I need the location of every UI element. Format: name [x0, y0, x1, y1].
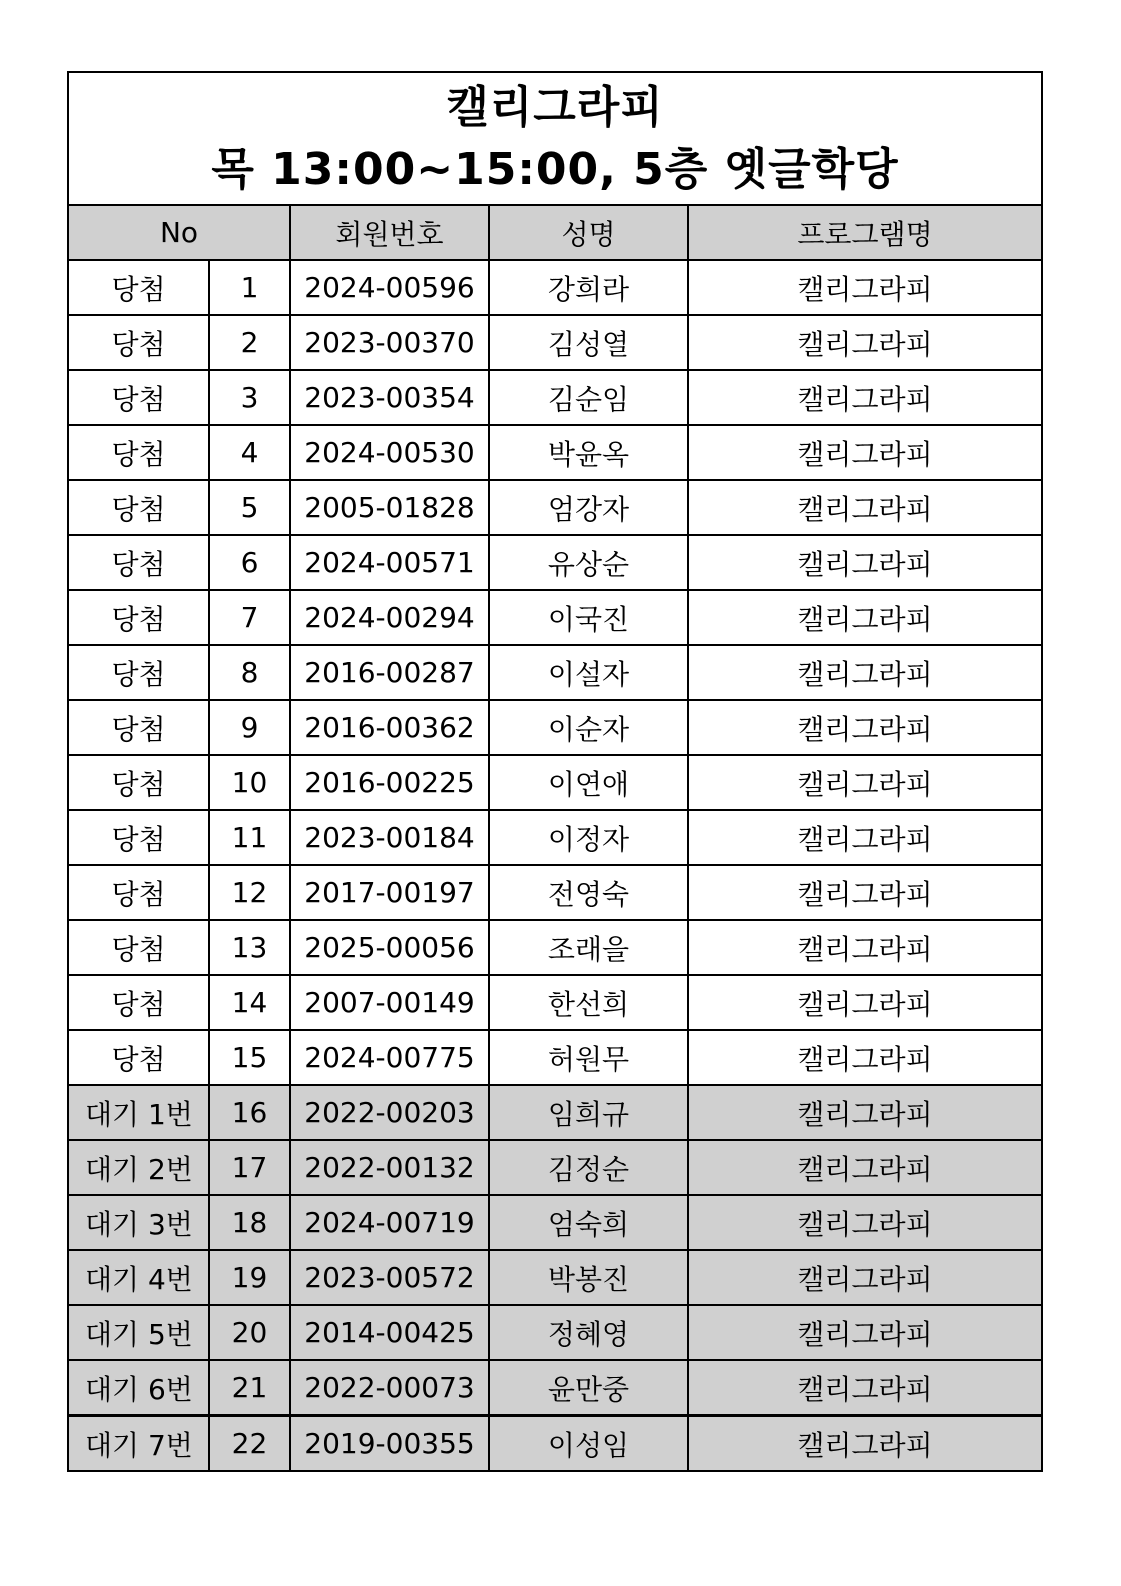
row-number-cell: 6	[209, 535, 290, 590]
table-row	[68, 425, 1042, 480]
member-name-cell: 김정순	[489, 1140, 688, 1195]
column-header-program: 프로그램명	[688, 205, 1042, 260]
status-cell: 당첨	[68, 370, 209, 425]
table-row	[68, 975, 1042, 1030]
table-row	[68, 1416, 1042, 1472]
column-header-row	[68, 205, 1042, 260]
table-row	[68, 755, 1042, 810]
status-cell: 당첨	[68, 480, 209, 535]
row-number-cell: 14	[209, 975, 290, 1030]
member-name-cell: 이정자	[489, 810, 688, 865]
row-number-cell: 5	[209, 480, 290, 535]
member-id-cell: 2023-00354	[290, 370, 489, 425]
row-number-cell: 3	[209, 370, 290, 425]
table-row	[68, 1195, 1042, 1250]
status-cell: 당첨	[68, 920, 209, 975]
member-name-cell: 허원무	[489, 1030, 688, 1085]
table-row	[68, 700, 1042, 755]
program-name-cell: 캘리그라피	[688, 535, 1042, 590]
status-cell: 당첨	[68, 865, 209, 920]
table-row	[68, 645, 1042, 700]
member-name-cell: 한선희	[489, 975, 688, 1030]
program-name-cell: 캘리그라피	[688, 975, 1042, 1030]
table-row	[68, 260, 1042, 315]
status-cell: 당첨	[68, 260, 209, 315]
status-cell: 대기 7번	[68, 1416, 209, 1472]
member-id-cell: 2005-01828	[290, 480, 489, 535]
program-name-cell: 캘리그라피	[688, 1416, 1042, 1472]
status-cell: 당첨	[68, 975, 209, 1030]
member-id-cell: 2024-00294	[290, 590, 489, 645]
member-name-cell: 정혜영	[489, 1305, 688, 1360]
row-number-cell: 12	[209, 865, 290, 920]
member-name-cell: 박윤옥	[489, 425, 688, 480]
row-number-cell: 9	[209, 700, 290, 755]
program-name-cell: 캘리그라피	[688, 645, 1042, 700]
status-cell: 당첨	[68, 810, 209, 865]
program-name-cell: 캘리그라피	[688, 865, 1042, 920]
member-id-cell: 2024-00571	[290, 535, 489, 590]
table-body	[68, 260, 1042, 1471]
member-id-cell: 2016-00287	[290, 645, 489, 700]
program-name-cell: 캘리그라피	[688, 1140, 1042, 1195]
member-id-cell: 2024-00775	[290, 1030, 489, 1085]
result-sheet	[67, 71, 1041, 1472]
row-number-cell: 8	[209, 645, 290, 700]
member-name-cell: 엄강자	[489, 480, 688, 535]
member-name-cell: 엄숙희	[489, 1195, 688, 1250]
table-row	[68, 535, 1042, 590]
member-name-cell: 이설자	[489, 645, 688, 700]
table-row	[68, 1360, 1042, 1416]
status-cell: 당첨	[68, 755, 209, 810]
row-number-cell: 22	[209, 1416, 290, 1472]
status-cell: 대기 5번	[68, 1305, 209, 1360]
status-cell: 당첨	[68, 425, 209, 480]
program-name-cell: 캘리그라피	[688, 810, 1042, 865]
member-id-cell: 2007-00149	[290, 975, 489, 1030]
member-name-cell: 전영숙	[489, 865, 688, 920]
row-number-cell: 18	[209, 1195, 290, 1250]
member-name-cell: 이연애	[489, 755, 688, 810]
status-cell: 당첨	[68, 645, 209, 700]
program-name-cell: 캘리그라피	[688, 1195, 1042, 1250]
table-row	[68, 480, 1042, 535]
title-cell	[68, 72, 1042, 205]
status-cell: 대기 6번	[68, 1360, 209, 1416]
table-row	[68, 1085, 1042, 1140]
member-name-cell: 조래을	[489, 920, 688, 975]
title-row	[68, 72, 1042, 205]
row-number-cell: 19	[209, 1250, 290, 1305]
lottery-result-table	[67, 71, 1043, 1472]
program-name-cell: 캘리그라피	[688, 260, 1042, 315]
member-name-cell: 박봉진	[489, 1250, 688, 1305]
table-row	[68, 1030, 1042, 1085]
table-row	[68, 315, 1042, 370]
row-number-cell: 16	[209, 1085, 290, 1140]
status-cell: 대기 2번	[68, 1140, 209, 1195]
program-name-cell: 캘리그라피	[688, 370, 1042, 425]
status-cell: 당첨	[68, 315, 209, 370]
row-number-cell: 4	[209, 425, 290, 480]
row-number-cell: 1	[209, 260, 290, 315]
member-name-cell: 이국진	[489, 590, 688, 645]
member-id-cell: 2019-00355	[290, 1416, 489, 1472]
member-id-cell: 2025-00056	[290, 920, 489, 975]
column-header-name: 성명	[489, 205, 688, 260]
program-name-cell: 캘리그라피	[688, 480, 1042, 535]
member-name-cell: 김순임	[489, 370, 688, 425]
member-id-cell: 2022-00203	[290, 1085, 489, 1140]
member-id-cell: 2017-00197	[290, 865, 489, 920]
member-name-cell: 임희규	[489, 1085, 688, 1140]
member-id-cell: 2023-00370	[290, 315, 489, 370]
program-name-cell: 캘리그라피	[688, 315, 1042, 370]
member-id-cell: 2023-00184	[290, 810, 489, 865]
member-name-cell: 윤만중	[489, 1360, 688, 1416]
program-name-cell: 캘리그라피	[688, 920, 1042, 975]
member-id-cell: 2016-00225	[290, 755, 489, 810]
status-cell: 대기 3번	[68, 1195, 209, 1250]
program-name-cell: 캘리그라피	[688, 590, 1042, 645]
table-row	[68, 810, 1042, 865]
member-name-cell: 유상순	[489, 535, 688, 590]
program-name-cell: 캘리그라피	[688, 1305, 1042, 1360]
row-number-cell: 20	[209, 1305, 290, 1360]
program-title: 캘리그라피	[446, 81, 664, 133]
member-id-cell: 2014-00425	[290, 1305, 489, 1360]
status-cell: 당첨	[68, 590, 209, 645]
row-number-cell: 15	[209, 1030, 290, 1085]
program-name-cell: 캘리그라피	[688, 1085, 1042, 1140]
row-number-cell: 2	[209, 315, 290, 370]
member-id-cell: 2024-00596	[290, 260, 489, 315]
table-row	[68, 1250, 1042, 1305]
column-header-no: No	[68, 205, 290, 260]
table-row	[68, 370, 1042, 425]
table-row	[68, 865, 1042, 920]
program-name-cell: 캘리그라피	[688, 1360, 1042, 1416]
row-number-cell: 13	[209, 920, 290, 975]
column-header-member-id: 회원번호	[290, 205, 489, 260]
program-name-cell: 캘리그라피	[688, 1030, 1042, 1085]
member-id-cell: 2024-00530	[290, 425, 489, 480]
member-name-cell: 강희라	[489, 260, 688, 315]
status-cell: 당첨	[68, 700, 209, 755]
schedule-location: 목 13:00~15:00, 5층 옛글학당	[211, 143, 899, 195]
member-id-cell: 2022-00132	[290, 1140, 489, 1195]
program-name-cell: 캘리그라피	[688, 425, 1042, 480]
row-number-cell: 10	[209, 755, 290, 810]
row-number-cell: 11	[209, 810, 290, 865]
program-name-cell: 캘리그라피	[688, 700, 1042, 755]
table-row	[68, 1140, 1042, 1195]
member-id-cell: 2023-00572	[290, 1250, 489, 1305]
status-cell: 당첨	[68, 1030, 209, 1085]
table-row	[68, 920, 1042, 975]
table-row	[68, 1305, 1042, 1360]
row-number-cell: 21	[209, 1360, 290, 1416]
program-name-cell: 캘리그라피	[688, 755, 1042, 810]
member-id-cell: 2024-00719	[290, 1195, 489, 1250]
row-number-cell: 17	[209, 1140, 290, 1195]
status-cell: 대기 1번	[68, 1085, 209, 1140]
member-name-cell: 이성임	[489, 1416, 688, 1472]
member-id-cell: 2016-00362	[290, 700, 489, 755]
table-row	[68, 590, 1042, 645]
program-name-cell: 캘리그라피	[688, 1250, 1042, 1305]
member-id-cell: 2022-00073	[290, 1360, 489, 1416]
status-cell: 대기 4번	[68, 1250, 209, 1305]
member-name-cell: 김성열	[489, 315, 688, 370]
status-cell: 당첨	[68, 535, 209, 590]
row-number-cell: 7	[209, 590, 290, 645]
member-name-cell: 이순자	[489, 700, 688, 755]
